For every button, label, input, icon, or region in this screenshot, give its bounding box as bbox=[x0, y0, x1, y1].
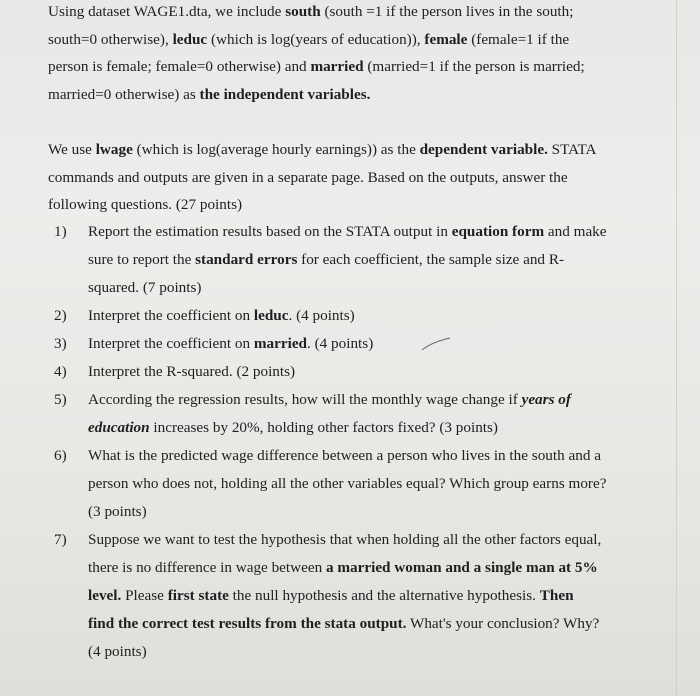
emphasis: Then find the correct test results from the stata output. bbox=[88, 587, 574, 632]
emphasis: married bbox=[253, 335, 308, 352]
text: (married=1 if the person is married; married=0 otherwise) as bbox=[48, 58, 585, 103]
question-1 bbox=[48, 218, 648, 302]
var-south: south bbox=[285, 3, 321, 20]
var-married: married bbox=[310, 58, 364, 75]
question-2 bbox=[48, 302, 648, 330]
dependent-paragraph bbox=[48, 136, 610, 219]
text: (south =1 if the person lives in the south; south=0 otherwise), bbox=[48, 3, 574, 48]
text: for each coefficient, the sample size and R-squared. (7 points) bbox=[88, 251, 565, 296]
text: increases by 20%, holding other factors fixed? (3 points) bbox=[149, 419, 498, 436]
independent-variables-label: the independent variables. bbox=[199, 85, 371, 103]
question-7 bbox=[48, 526, 648, 666]
emphasis: equation form bbox=[451, 223, 545, 240]
page-edge bbox=[676, 0, 677, 696]
dependent-variable-label: dependent variable. bbox=[419, 141, 548, 158]
text: Suppose we want to test the hypothesis that when holding all the other factors equal, there is no difference in wage between bbox=[88, 531, 602, 576]
text: . (4 points) bbox=[307, 335, 374, 352]
emphasis: years of education bbox=[88, 391, 571, 436]
text: STATA commands and outputs are given in a separate page. Based on the outputs, answer the following questions. (27 points) bbox=[48, 141, 596, 213]
question-number: 3) bbox=[54, 335, 67, 352]
intro-paragraph bbox=[48, 0, 608, 108]
question-number: 2) bbox=[54, 307, 67, 324]
question-3 bbox=[48, 330, 648, 358]
question-number: 5) bbox=[54, 391, 67, 408]
text: . (4 points) bbox=[288, 307, 355, 324]
question-list bbox=[48, 218, 648, 666]
question-6 bbox=[48, 442, 648, 526]
pencil-mark bbox=[420, 336, 460, 352]
text: and make sure to report the bbox=[88, 223, 607, 268]
emphasis: standard errors bbox=[195, 251, 298, 268]
emphasis: first state bbox=[167, 587, 229, 604]
text: What's your conclusion? Why? (4 points) bbox=[88, 615, 600, 660]
question-4 bbox=[48, 358, 648, 386]
question-number: 7) bbox=[54, 531, 67, 548]
text: Please bbox=[121, 587, 168, 604]
text: We use bbox=[48, 141, 96, 158]
question-number: 6) bbox=[54, 447, 67, 464]
text: the null hypothesis and the alternative hypothesis. bbox=[228, 587, 540, 604]
question-5 bbox=[48, 386, 648, 442]
var-lwage: lwage bbox=[95, 141, 133, 158]
text: (which is log(average hourly earnings)) as the bbox=[132, 141, 420, 158]
text: Report the estimation results based on the STATA output in bbox=[88, 223, 452, 240]
text: Interpret the coefficient on bbox=[88, 307, 254, 324]
text: Interpret the R-squared. (2 points) bbox=[88, 363, 296, 380]
text: What is the predicted wage difference between a person who lives in the south and a person who does not, holding all the other variables equal? Which group earns more? (3 points) bbox=[88, 447, 607, 520]
emphasis: leduc bbox=[253, 307, 289, 324]
text: (which is log(years of education)), bbox=[207, 30, 425, 48]
var-leduc: leduc bbox=[172, 30, 208, 48]
question-number: 4) bbox=[54, 363, 67, 380]
text: Interpret the coefficient on bbox=[88, 335, 254, 352]
text: According the regression results, how will the monthly wage change if bbox=[88, 391, 522, 408]
text: Using dataset WAGE1.dta, we include bbox=[48, 3, 286, 20]
emphasis: a married woman and a single man at 5% level. bbox=[88, 559, 598, 604]
text: (female=1 if the person is female; female=0 otherwise) and bbox=[48, 30, 570, 75]
var-female: female bbox=[424, 30, 468, 48]
question-number: 1) bbox=[54, 223, 67, 240]
